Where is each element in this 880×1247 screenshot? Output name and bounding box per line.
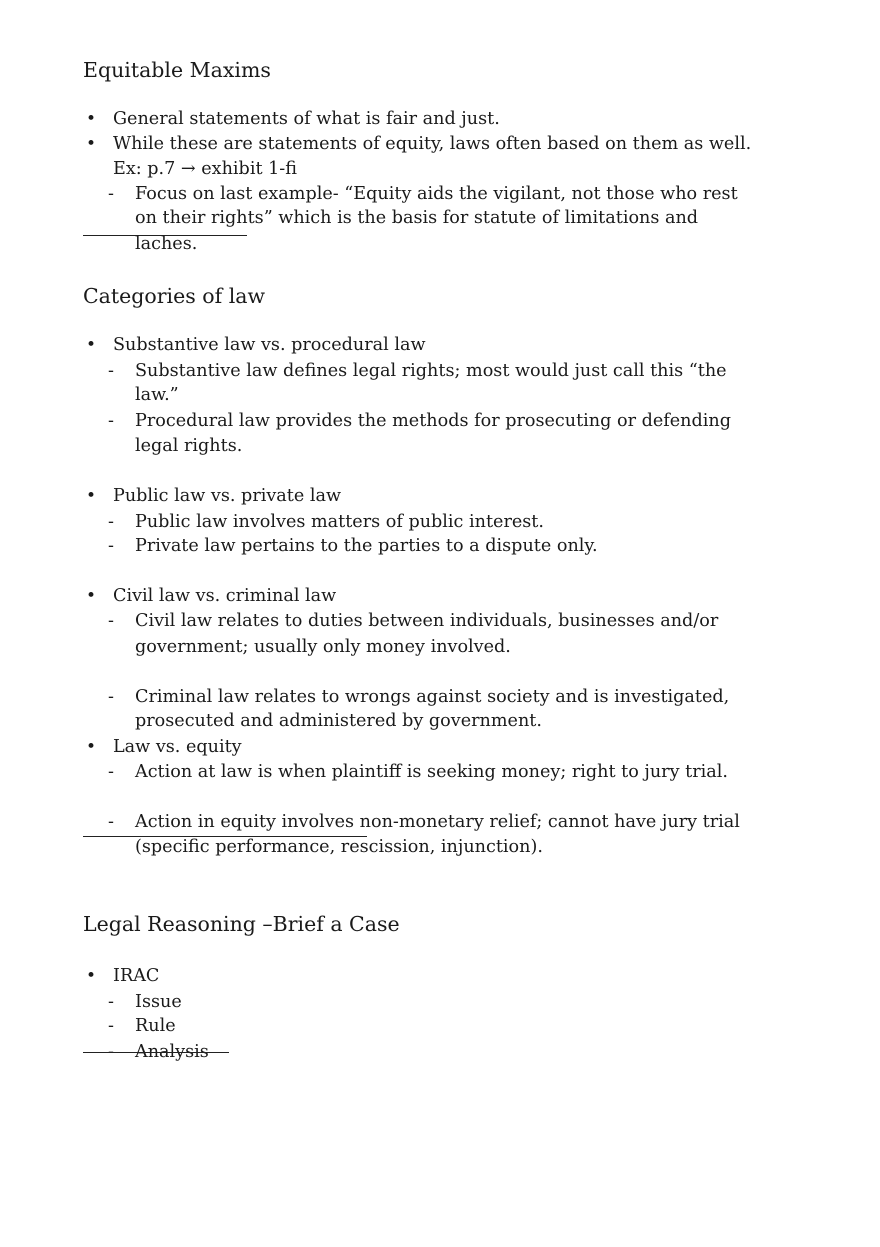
heading-legal-reasoning: Legal Reasoning –Brief a Case [83, 912, 400, 936]
bullet-marker: • [86, 966, 97, 986]
bullet-marker: • [86, 486, 97, 506]
sub-item: Substantive law defines legal rights; most would just call this “the [135, 361, 727, 381]
sub-item-continuation: prosecuted and administered by government. [135, 711, 542, 731]
heading-categories-of-law: Categories of law [83, 284, 266, 308]
sub-item: Civil law relates to duties between individuals, businesses and/or [135, 611, 719, 631]
sub-item-continuation: legal rights. [135, 436, 243, 456]
sub-item-continuation: law.” [135, 385, 179, 405]
dash-marker: - [108, 512, 114, 532]
sub-item: Analysis [135, 1042, 209, 1062]
bullet-marker: • [86, 134, 97, 154]
sub-item-continuation: (specific performance, rescission, injunction). [135, 837, 543, 857]
list-item: General statements of what is fair and just. [113, 109, 500, 129]
dash-marker: - [108, 184, 114, 204]
list-item: Substantive law vs. procedural law [113, 335, 426, 355]
dash-marker: - [108, 992, 114, 1012]
dash-marker: - [108, 611, 114, 631]
bullet-marker: • [86, 737, 97, 757]
list-item: Law vs. equity [113, 737, 242, 757]
sub-item: Criminal law relates to wrongs against society and is investigated, [135, 687, 730, 707]
dash-marker: - [108, 361, 114, 381]
dash-marker: - [108, 536, 114, 556]
sub-item: Issue [135, 992, 182, 1012]
dash-marker: - [108, 411, 114, 431]
list-item: IRAC [113, 966, 160, 986]
bullet-marker: • [86, 335, 97, 355]
dash-marker: - [108, 687, 114, 707]
sub-item-continuation: government; usually only money involved. [135, 637, 511, 657]
list-item: While these are statements of equity, laws often based on them as well. [113, 134, 752, 154]
sub-item: Procedural law provides the methods for prosecuting or defending [135, 411, 731, 431]
sub-item-continuation: laches. [135, 234, 198, 254]
bullet-marker: • [86, 586, 97, 606]
sub-item-continuation: on their rights” which is the basis for statute of limitations and [135, 208, 699, 228]
list-item: Public law vs. private law [113, 486, 342, 506]
sub-item: Action at law is when plaintiff is seeking money; right to jury trial. [135, 762, 728, 782]
dash-marker: - [108, 1016, 114, 1036]
heading-equitable-maxims: Equitable Maxims [83, 58, 271, 82]
bullet-marker: • [86, 109, 97, 129]
sub-item: Private law pertains to the parties to a dispute only. [135, 536, 598, 556]
sub-item: Action in equity involves non-monetary relief; cannot have jury trial [135, 812, 740, 832]
dash-marker: - [108, 762, 114, 782]
list-item: Civil law vs. criminal law [113, 586, 337, 606]
sub-item: Rule [135, 1016, 176, 1036]
dash-marker: - [108, 812, 114, 832]
sub-item: Public law involves matters of public interest. [135, 512, 544, 532]
list-item-continuation: Ex: p.7 → exhibit 1-fi [113, 159, 297, 179]
divider-line [83, 1052, 229, 1053]
sub-item: Focus on last example- “Equity aids the vigilant, not those who rest [135, 184, 738, 204]
dash-marker: - [108, 1042, 114, 1062]
